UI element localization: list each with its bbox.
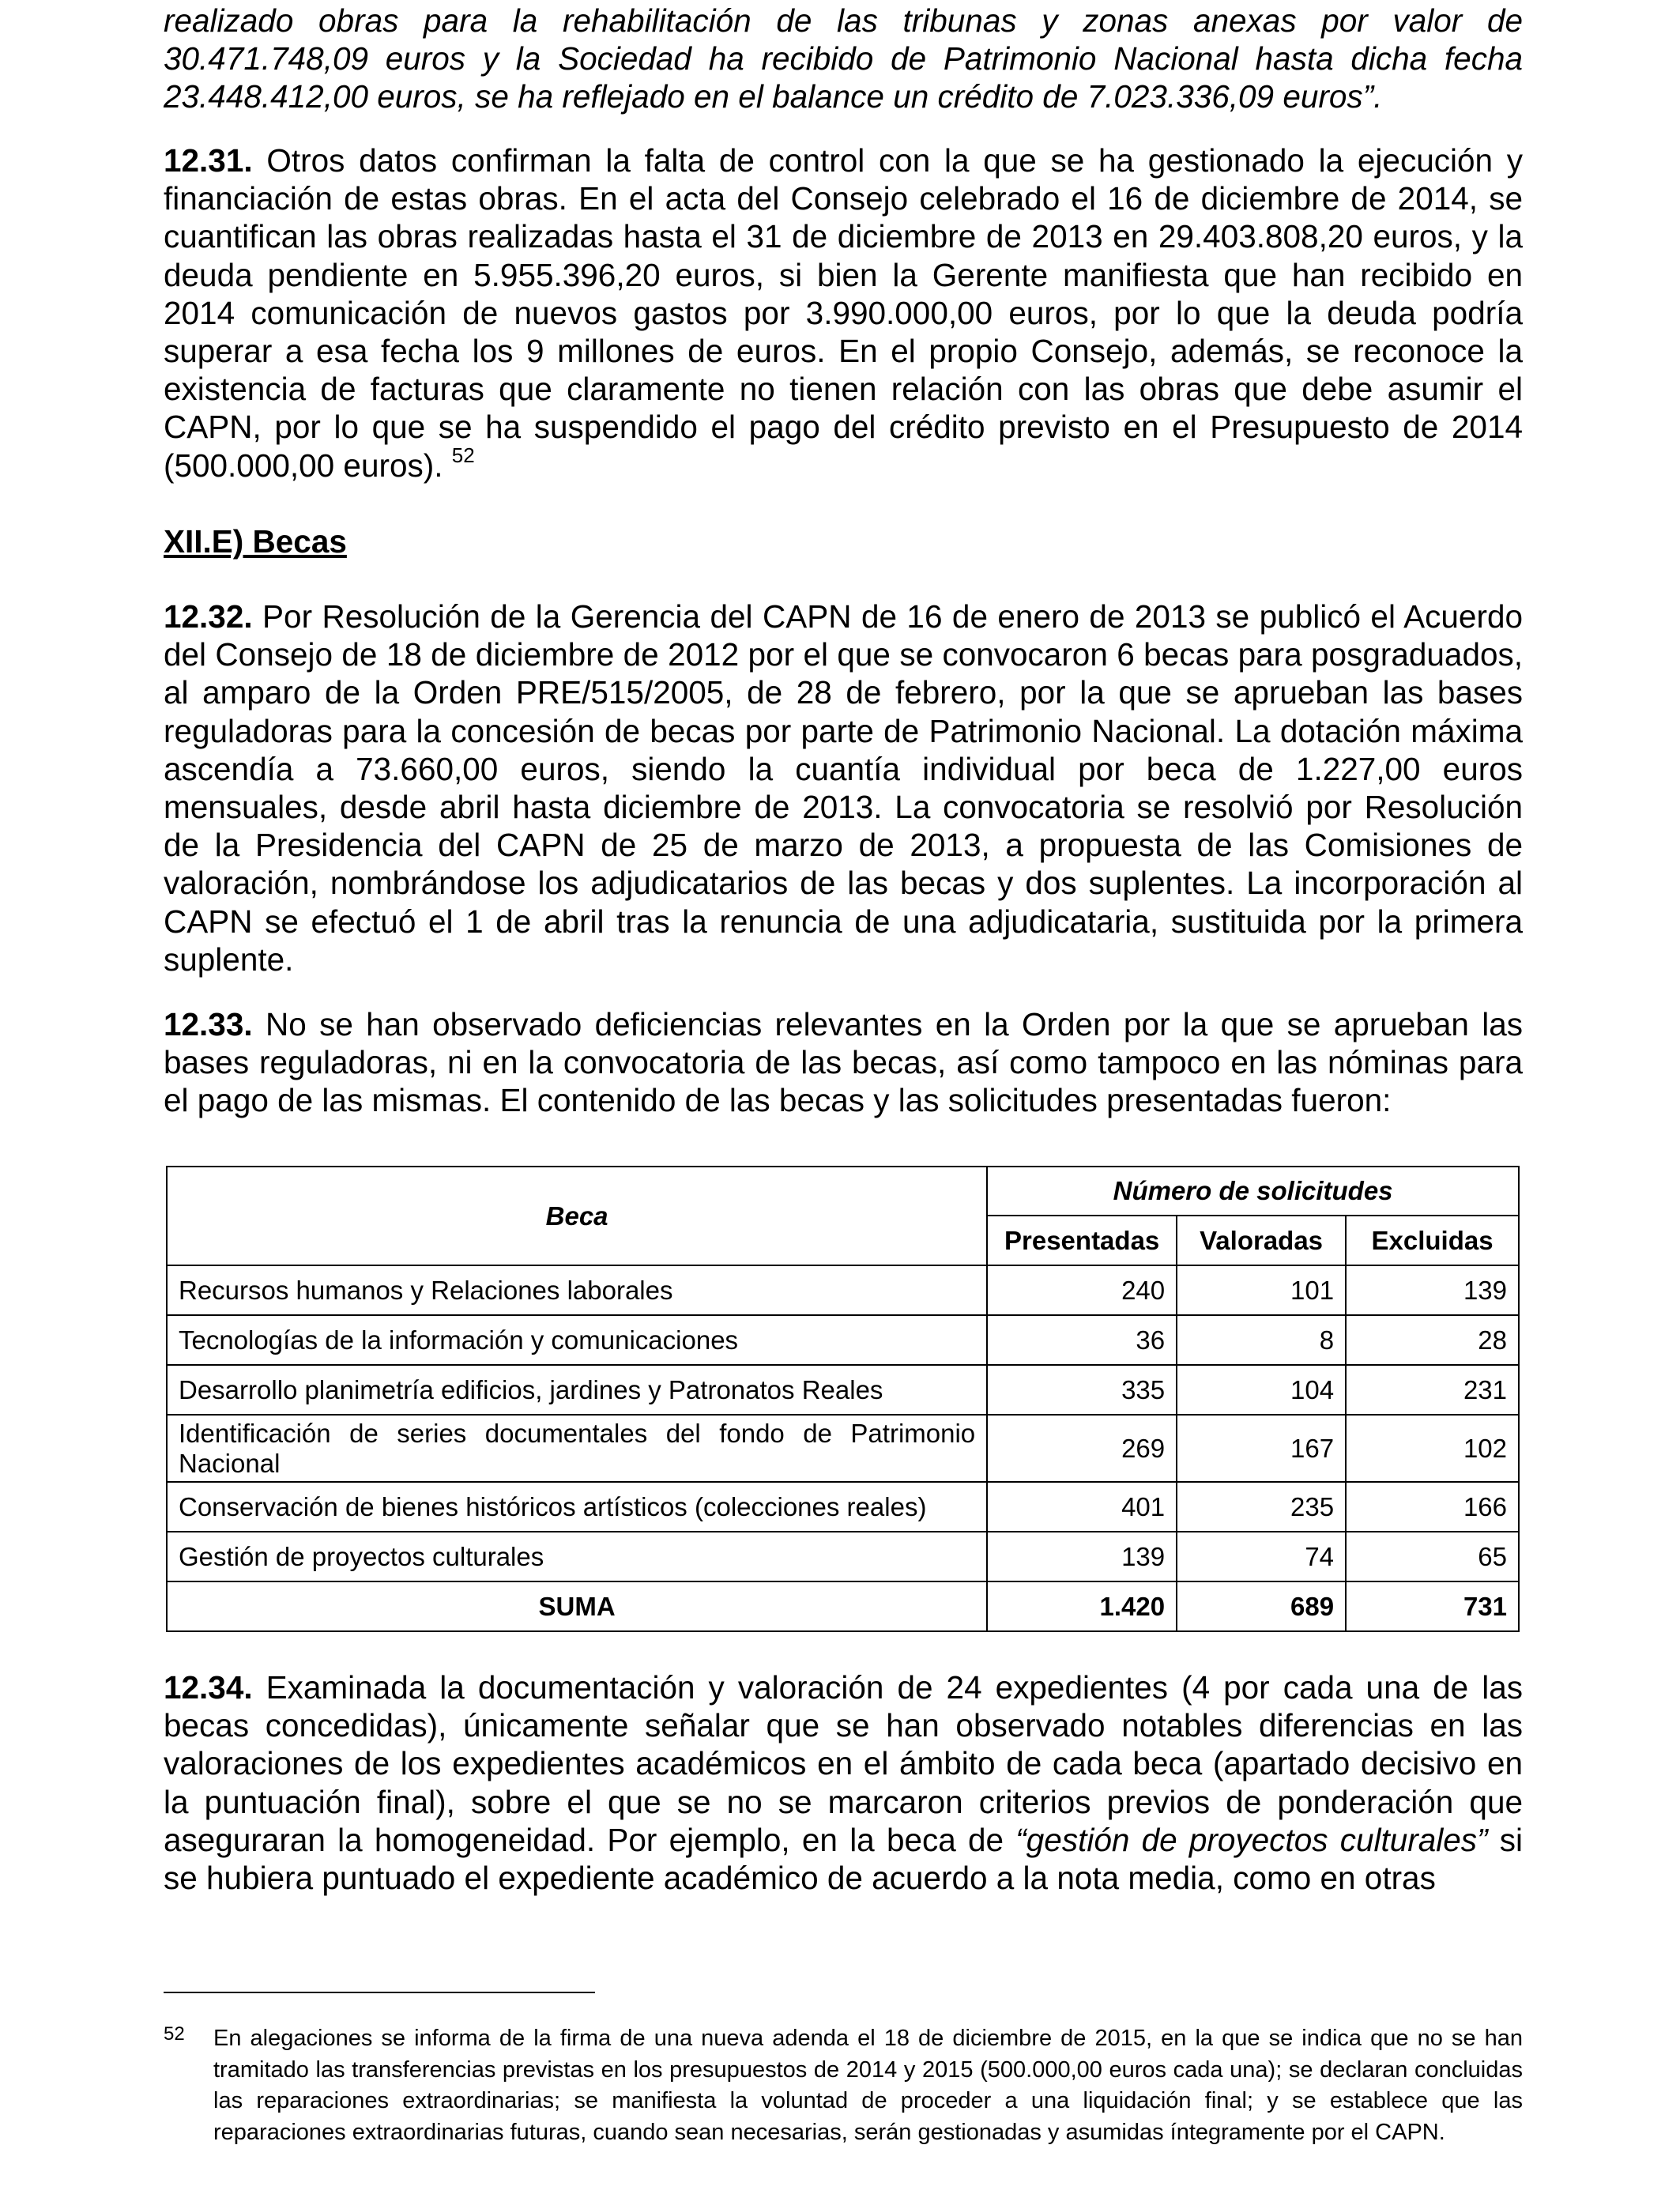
valoradas-value: 101 xyxy=(1177,1265,1346,1315)
paragraph-text: No se han observado deficiencias relevantes en la Orden por la que se aprueban las bases reguladoras, ni en la convocatoria de las becas, así como tampoco en las nóminas para el pago de las mismas. El contenido de las becas y las solicitudes presentadas fueron: xyxy=(164,1006,1523,1119)
excluidas-value: 231 xyxy=(1346,1365,1519,1415)
presentadas-value: 269 xyxy=(987,1415,1177,1482)
presentadas-value: 36 xyxy=(987,1315,1177,1365)
column-header-valoradas: Valoradas xyxy=(1177,1216,1346,1265)
paragraph-text-continued: si se hubiera puntuado el expediente académico de acuerdo a la nota media, como en otras xyxy=(164,1821,1523,1897)
section-heading: XII.E) Becas xyxy=(164,523,347,560)
beca-name: Recursos humanos y Relaciones laborales xyxy=(167,1265,987,1315)
valoradas-value: 104 xyxy=(1177,1365,1346,1415)
footnote xyxy=(164,2023,1523,2148)
paragraph-12-31 xyxy=(164,141,1523,484)
quoted-beca-name: “gestión de proyectos culturales” xyxy=(1015,1821,1488,1858)
table-row xyxy=(167,1532,1519,1581)
table-row xyxy=(167,1365,1519,1415)
beca-name: Conservación de bienes históricos artísticos (colecciones reales) xyxy=(167,1482,987,1532)
excluidas-value: 139 xyxy=(1346,1265,1519,1315)
beca-name: Identificación de series documentales del fondo de Patrimonio Nacional xyxy=(167,1415,987,1482)
footnote-text: En alegaciones se informa de la firma de una nueva adenda el 18 de diciembre de 2015, en la que se indica que no se han tramitado las transferencias previstas en los presupuestos de 2014 y 2015 (500.000,00 euros cada una); se declaran concluidas las reparaciones extraordinarias; se manifiesta la voluntad de proceder a una liquidación final; y se establece que las reparaciones extraordinarias futuras, cuando sean necesarias, serán gestionadas y asumidas íntegramente por el CAPN. xyxy=(213,2026,1523,2145)
paragraph-12-33 xyxy=(164,1005,1523,1120)
paragraph-text: Examinada la documentación y valoración de 24 expedientes (4 por cada una de las becas concedidas), únicamente señalar que se han observado notables diferencias en las valoraciones de los expedientes académicos en el ámbito de cada beca (apartado decisivo en la puntuación final), sobre el que se no se marcaron criterios previos de ponderación que aseguraran la homogeneidad. Por ejemplo, en la beca de xyxy=(164,1669,1523,1858)
table-sum-row xyxy=(167,1581,1519,1631)
column-group-header: Número de solicitudes xyxy=(987,1167,1519,1216)
excluidas-value: 65 xyxy=(1346,1532,1519,1581)
sum-label: SUMA xyxy=(167,1581,987,1631)
presentadas-value: 401 xyxy=(987,1482,1177,1532)
excluidas-value: 166 xyxy=(1346,1482,1519,1532)
paragraph-12-34 xyxy=(164,1668,1523,1897)
presentadas-value: 335 xyxy=(987,1365,1177,1415)
column-header-beca: Beca xyxy=(167,1167,987,1265)
paragraph-number: 12.34. xyxy=(164,1669,253,1706)
paragraph-number: 12.33. xyxy=(164,1006,253,1042)
footnote-reference[interactable]: 52 xyxy=(451,443,475,467)
valoradas-value: 235 xyxy=(1177,1482,1346,1532)
paragraph-number: 12.32. xyxy=(164,598,253,635)
table-row xyxy=(167,1482,1519,1532)
beca-name: Gestión de proyectos culturales xyxy=(167,1532,987,1581)
column-header-excluidas: Excluidas xyxy=(1346,1216,1519,1265)
becas-table xyxy=(166,1166,1520,1632)
valoradas-value: 167 xyxy=(1177,1415,1346,1482)
table-row xyxy=(167,1315,1519,1365)
valoradas-value: 8 xyxy=(1177,1315,1346,1365)
paragraph-text: Por Resolución de la Gerencia del CAPN de 16 de enero de 2013 se publicó el Acuerdo del Consejo de 18 de diciembre de 2012 por el que se convocaron 6 becas para posgraduados, al amparo de la Orden PRE/515/2005, de 28 de febrero, por la que se aprueban las bases reguladoras para la concesión de becas por parte de Patrimonio Nacional. La dotación máxima ascendía a 73.660,00 euros, siendo la cuantía individual por beca de 1.227,00 euros mensuales, desde abril hasta diciembre de 2013. La convocatoria se resolvió por Resolución de la Presidencia del CAPN de 25 de marzo de 2013, a propuesta de las Comisiones de valoración, nombrándose los adjudicatarios de las becas y dos suplentes. La incorporación al CAPN se efectuó el 1 de abril tras la renuncia de una adjudicataria, sustituida por la primera suplente. xyxy=(164,598,1523,978)
sum-presentadas: 1.420 xyxy=(987,1581,1177,1631)
excluidas-value: 102 xyxy=(1346,1415,1519,1482)
beca-name: Desarrollo planimetría edificios, jardines y Patronatos Reales xyxy=(167,1365,987,1415)
paragraph-continuation: realizado obras para la rehabilitación de las tribunas y zonas anexas por valor de 30.471.748,09 euros y la Sociedad ha recibido de Patrimonio Nacional hasta dicha fecha 23.448.412,00 euros, se ha reflejado en el balance un crédito de 7.023.336,09 euros”. xyxy=(164,2,1523,115)
paragraph-number: 12.31. xyxy=(164,142,253,179)
footnote-separator xyxy=(164,1992,595,1993)
presentadas-value: 139 xyxy=(987,1532,1177,1581)
sum-valoradas: 689 xyxy=(1177,1581,1346,1631)
excluidas-value: 28 xyxy=(1346,1315,1519,1365)
column-header-presentadas: Presentadas xyxy=(987,1216,1177,1265)
valoradas-value: 74 xyxy=(1177,1532,1346,1581)
footnote-mark: 52 xyxy=(164,2023,185,2045)
paragraph-12-32 xyxy=(164,598,1523,978)
table-row xyxy=(167,1415,1519,1482)
sum-excluidas: 731 xyxy=(1346,1581,1519,1631)
paragraph-text: Otros datos confirman la falta de control con la que se ha gestionado la ejecución y financiación de estas obras. En el acta del Consejo celebrado el 16 de diciembre de 2014, se cuantifican las obras realizadas hasta el 31 de diciembre de 2013 en 29.403.808,20 euros, y la deuda pendiente en 5.955.396,20 euros, si bien la Gerente manifiesta que han recibido en 2014 comunicación de nuevos gastos por 3.990.000,00 euros, por lo que la deuda podría superar a esa fecha los 9 millones de euros. En el propio Consejo, además, se reconoce la existencia de facturas que claramente no tienen relación con las obras que debe asumir el CAPN, por lo que se ha suspendido el pago del crédito previsto en el Presupuesto de 2014 (500.000,00 euros). xyxy=(164,142,1523,484)
presentadas-value: 240 xyxy=(987,1265,1177,1315)
beca-name: Tecnologías de la información y comunicaciones xyxy=(167,1315,987,1365)
table-row xyxy=(167,1265,1519,1315)
